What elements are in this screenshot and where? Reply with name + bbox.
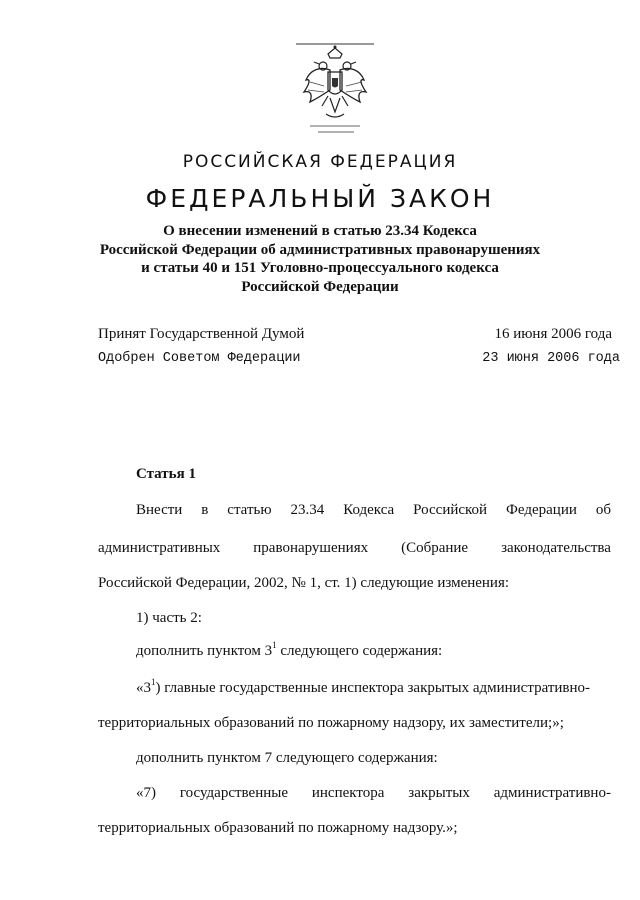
superscript: 1: [151, 677, 156, 687]
word: (Собрание: [401, 540, 469, 556]
word: инспектора: [311, 785, 385, 801]
amendment-instruction: дополнить пунктом 7 следующего содержания:: [136, 750, 438, 766]
approved-by-council-date: 23 июня 2006 года: [482, 351, 620, 366]
word: Российской: [413, 502, 488, 518]
quote-text: «3: [136, 680, 151, 696]
coat-of-arms-emblem: [290, 40, 380, 140]
law-title-line: Российской Федерации: [241, 278, 399, 295]
word: административных: [98, 540, 221, 556]
word: в: [201, 502, 209, 518]
word: Федерации: [506, 502, 577, 518]
superscript: 1: [272, 640, 277, 650]
paragraph-line: [136, 502, 611, 519]
word: правонарушениях: [253, 540, 369, 556]
amendment-quote-continuation: территориальных образований по пожарному надзору.»;: [98, 820, 458, 836]
article-heading: Статья 1: [136, 466, 196, 482]
word: закрытых: [408, 785, 470, 801]
adopted-by-duma-date: 16 июня 2006 года: [494, 326, 612, 342]
law-title-line: О внесении изменений в статью 23.34 Кодекса: [163, 223, 477, 239]
list-item-part-2: 1) часть 2:: [136, 610, 202, 626]
amendment-quote: [136, 785, 611, 802]
amendment-quote-continuation: территориальных образований по пожарному надзору, их заместители;»;: [98, 715, 564, 731]
country-name: РОССИЙСКАЯ ФЕДЕРАЦИЯ: [182, 152, 458, 172]
word: Внести: [136, 502, 183, 518]
word: об: [595, 502, 611, 518]
approved-by-council-label: Одобрен Советом Федерации: [98, 351, 301, 366]
paragraph-line: [98, 540, 611, 557]
law-title-line: и статьи 40 и 151 Уголовно-процессуального кодекса: [141, 260, 499, 276]
quote-text: ) главные государственные инспектора закрытых административно-: [155, 680, 591, 696]
document-type: ФЕДЕРАЛЬНЫЙ ЗАКОН: [145, 184, 495, 213]
word: законодательства: [501, 540, 611, 556]
amendment-instruction: [136, 640, 443, 660]
word: «7): [136, 785, 156, 801]
word: Кодекса: [343, 502, 395, 518]
law-title: [60, 222, 580, 296]
instruction-text: следующего содержания:: [276, 643, 443, 659]
law-title-line: Российской Федерации об административных правонарушениях: [99, 241, 541, 258]
amendment-quote: [136, 677, 591, 697]
word: государственные: [179, 785, 288, 801]
adopted-by-duma-label: Принят Государственной Думой: [98, 326, 305, 342]
paragraph-line: Российской Федерации, 2002, № 1, ст. 1) следующие изменения:: [98, 575, 510, 591]
word: 23.34: [290, 502, 325, 518]
instruction-text: дополнить пунктом 3: [136, 643, 273, 659]
word: статью: [227, 502, 272, 518]
word: административно-: [493, 785, 611, 801]
